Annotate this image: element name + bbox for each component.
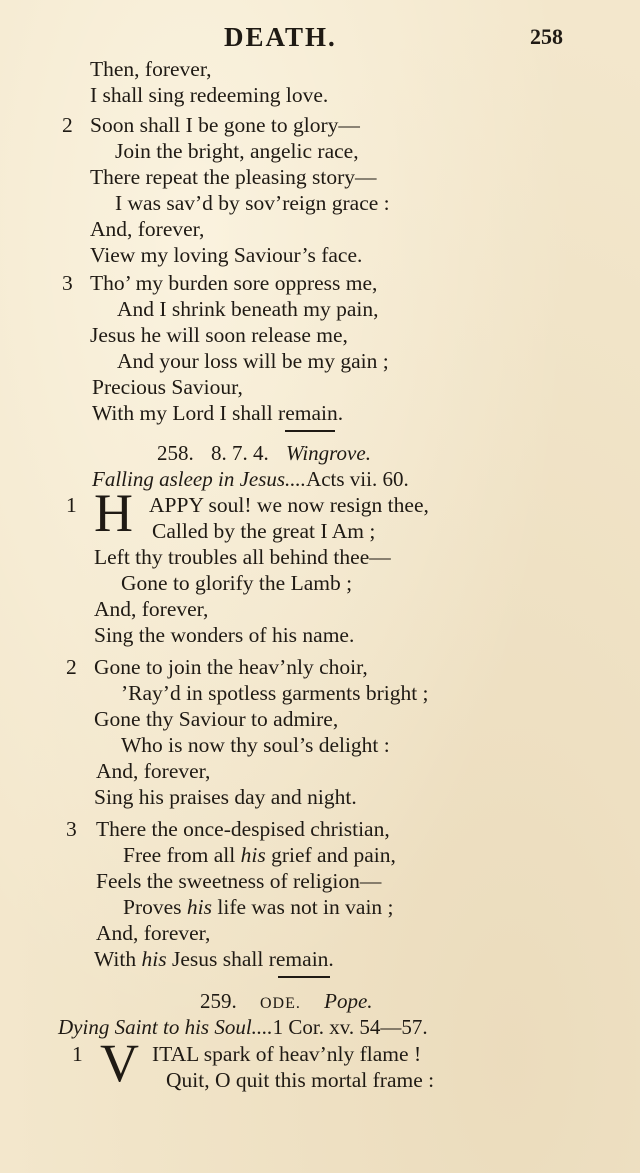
verse-line: Who is now thy soul’s delight : xyxy=(121,733,390,757)
verse-line: With his Jesus shall remain. xyxy=(94,947,334,971)
verse-line: I was sav’d by sov’reign grace : xyxy=(115,191,390,215)
verse-line: And, forever, xyxy=(94,597,209,621)
section-rule xyxy=(285,430,335,432)
verse-line: And, forever, xyxy=(90,217,205,241)
verse-line: Called by the great I Am ; xyxy=(152,519,376,543)
verse-line: Soon shall I be gone to glory— xyxy=(90,113,360,137)
verse-line: Feels the sweetness of religion— xyxy=(96,869,382,893)
verse-line: And, forever, xyxy=(96,759,211,783)
verse-line: APPY soul! we now resign thee, xyxy=(149,493,429,517)
verse-line: Proves his life was not in vain ; xyxy=(123,895,394,919)
verse-line: Gone to glorify the Lamb ; xyxy=(121,571,353,595)
verse-line: Gone thy Saviour to admire, xyxy=(94,707,339,731)
page-header xyxy=(0,22,640,58)
verse-line: Tho’ my burden sore oppress me, xyxy=(90,271,378,295)
verse-line: I shall sing redeeming love. xyxy=(90,83,329,107)
stanza-number: 3 xyxy=(66,817,77,841)
verse-line: With my Lord I shall remain. xyxy=(92,401,344,425)
section-rule xyxy=(278,976,330,978)
verse-line: Jesus he will soon release me, xyxy=(90,323,348,347)
verse-line: Gone to join the heav’nly choir, xyxy=(94,655,368,679)
verse-line: ITAL spark of heav’nly flame ! xyxy=(152,1042,422,1066)
tune-name: Wingrove. xyxy=(286,441,371,465)
hymn-subtitle xyxy=(92,466,409,492)
stanza-number: 1 xyxy=(72,1042,83,1066)
scripture-reference: Acts vii. 60. xyxy=(306,467,409,491)
hymn-form: ODE. xyxy=(260,995,301,1012)
hymn-heading xyxy=(157,440,371,466)
drop-cap: H xyxy=(94,483,133,543)
verse-line: Quit, O quit this mortal frame : xyxy=(166,1068,435,1092)
hymn-heading xyxy=(200,988,373,1017)
scripture-reference: 1 Cor. xv. 54—57. xyxy=(272,1015,428,1039)
verse-line: View my loving Saviour’s face. xyxy=(90,243,363,267)
verse-line: Left thy troubles all behind thee— xyxy=(94,545,391,569)
verse-line: There the once-despised christian, xyxy=(96,817,390,841)
subtitle-text: Falling asleep in Jesus.... xyxy=(92,467,307,491)
verse-line: There repeat the pleasing story— xyxy=(90,165,377,189)
verse-line: And, forever, xyxy=(96,921,211,945)
hymn-number: 258. xyxy=(157,441,194,465)
verse-line: Sing his praises day and night. xyxy=(94,785,357,809)
verse-line: ’Ray’d in spotless garments bright ; xyxy=(121,681,429,705)
author-name: Pope. xyxy=(324,989,373,1013)
stanza-number: 1 xyxy=(66,493,77,517)
verse-line: And I shrink beneath my pain, xyxy=(117,297,379,321)
running-title: DEATH. xyxy=(224,22,337,52)
stanza-number: 2 xyxy=(66,655,77,679)
verse-line: Join the bright, angelic race, xyxy=(115,139,359,163)
hymn-meter: 8. 7. 4. xyxy=(211,441,269,465)
page-number: 258 xyxy=(530,24,563,49)
verse-line: Free from all his grief and pain, xyxy=(123,843,396,867)
verse-line: Then, forever, xyxy=(90,57,212,81)
hymn-number: 259. xyxy=(200,989,237,1013)
verse-line: Sing the wonders of his name. xyxy=(94,623,355,647)
verse-line: Precious Saviour, xyxy=(92,375,243,399)
subtitle-text: Dying Saint to his Soul.... xyxy=(58,1015,273,1039)
verse-line: And your loss will be my gain ; xyxy=(117,349,389,373)
stanza-number: 2 xyxy=(62,113,73,137)
stanza-number: 3 xyxy=(62,271,73,295)
drop-cap: V xyxy=(100,1033,139,1093)
